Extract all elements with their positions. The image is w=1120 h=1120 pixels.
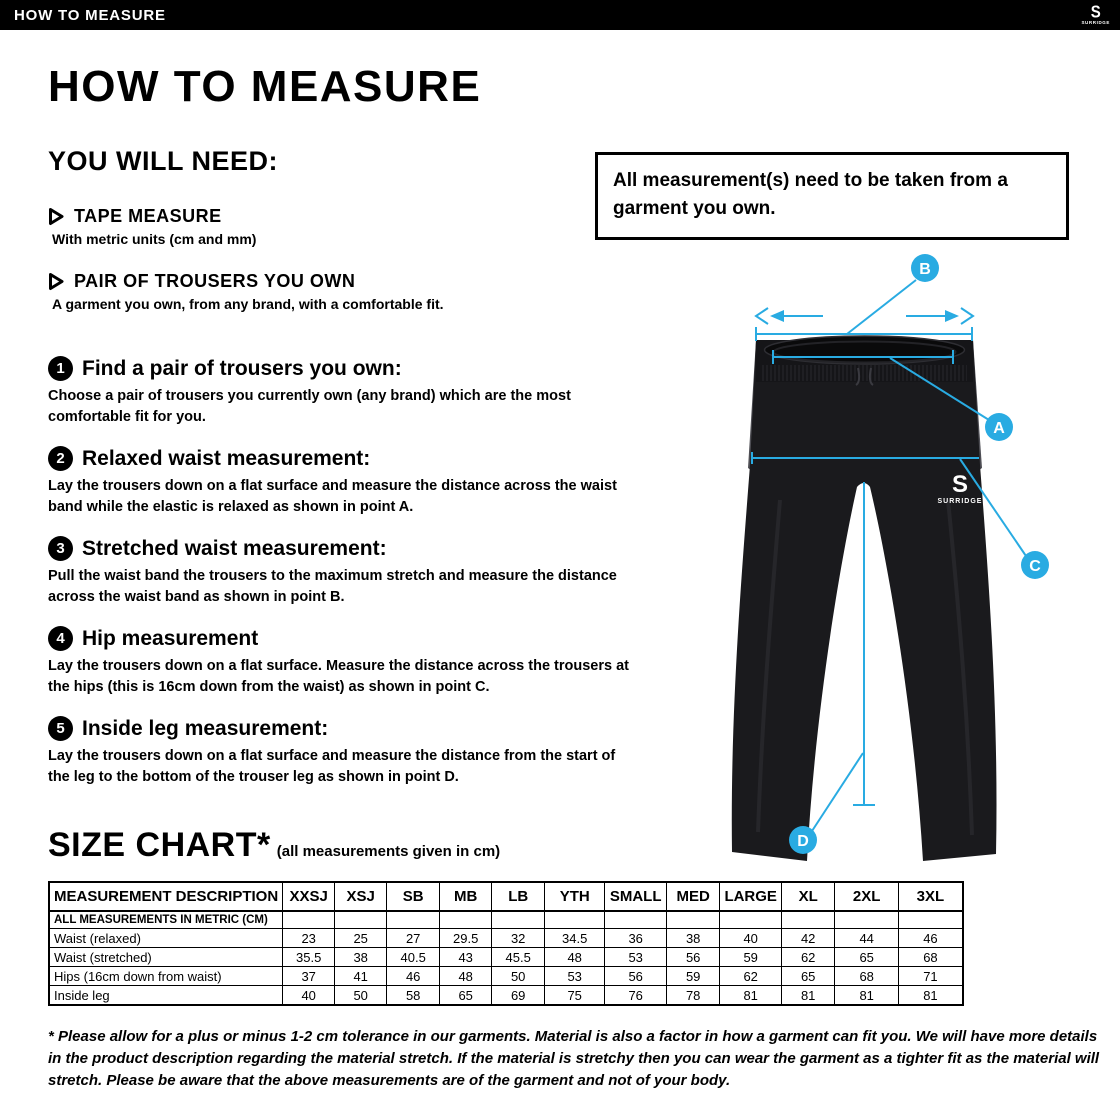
cell: 81: [835, 986, 899, 1006]
table-row: [49, 986, 963, 1006]
cell: 50: [335, 986, 387, 1006]
step-title: Stretched waist measurement:: [82, 536, 387, 560]
triangle-bullet-icon: [48, 272, 65, 291]
measurement-note-box: All measurement(s) need to be taken from a garment you own.: [595, 152, 1069, 240]
cell: 35.5: [283, 948, 335, 967]
size-chart-subtitle: (all measurements given in cm): [276, 843, 501, 860]
cell: 43: [440, 948, 492, 967]
cell: 78: [667, 986, 720, 1006]
svg-text:D: D: [797, 833, 809, 850]
empty-cell: [605, 911, 667, 929]
size-chart-title: SIZE CHART*: [48, 826, 271, 864]
cell: 36: [605, 929, 667, 948]
metric-note: ALL MEASUREMENTS IN METRIC (CM): [49, 911, 283, 929]
cell: 81: [782, 986, 835, 1006]
cell: 53: [605, 948, 667, 967]
col-header: MED: [667, 882, 720, 911]
col-header: 2XL: [835, 882, 899, 911]
cell: 71: [899, 967, 963, 986]
empty-cell: [667, 911, 720, 929]
step-title: Hip measurement: [82, 626, 259, 650]
metric-note-row: [49, 911, 963, 929]
svg-text:C: C: [1029, 558, 1041, 575]
cell: 56: [667, 948, 720, 967]
cell: 58: [387, 986, 440, 1006]
step-4: [48, 626, 648, 716]
cell: 48: [545, 948, 605, 967]
empty-cell: [545, 911, 605, 929]
cell: 75: [545, 986, 605, 1006]
cell: 62: [720, 967, 782, 986]
page-title: HOW TO MEASURE: [48, 62, 482, 111]
table-header-row: [49, 882, 963, 911]
need-item-tape-measure: [48, 206, 648, 247]
step-number-badge: 5: [48, 716, 73, 741]
step-description: Lay the trousers down on a flat surface and measure the distance across the waist band while the elastic is relaxed as shown in point A.: [48, 478, 617, 515]
row-label: Inside leg: [49, 986, 283, 1006]
step-1: [48, 356, 648, 446]
surridge-s-mark: S: [1090, 2, 1101, 23]
step-title: Relaxed waist measurement:: [82, 446, 371, 470]
empty-cell: [720, 911, 782, 929]
step-number-badge: 1: [48, 356, 73, 381]
cell: 68: [899, 948, 963, 967]
cell: 53: [545, 967, 605, 986]
col-header: XXSJ: [283, 882, 335, 911]
point-badge-C: [1021, 551, 1049, 579]
table-row: [49, 967, 963, 986]
size-chart-heading: [48, 826, 500, 865]
cell: 68: [835, 967, 899, 986]
col-header: LARGE: [720, 882, 782, 911]
cell: 81: [720, 986, 782, 1006]
col-header: MEASUREMENT DESCRIPTION: [49, 882, 283, 911]
tolerance-footnote: * Please allow for a plus or minus 1-2 cm tolerance in our garments. Material is also a factor in how a garment can fit you. We will have more details in the product description regarding the material stretch. If the material is stretchy then you can wear the garment as a tighter fit as the material will stretch. Please be aware that the above measurements are of the garment and not of your body.: [48, 1028, 1100, 1089]
step-description: Lay the trousers down on a flat surface. Measure the distance across the trousers at the hips (this is 16cm down from the waist) as shown in point C.: [48, 658, 629, 695]
step-description: Pull the waist band the trousers to the maximum stretch and measure the distance across the waist band as shown in point B.: [48, 568, 617, 605]
garment-s-mark: S: [951, 471, 969, 498]
cell: 65: [835, 948, 899, 967]
step-2: [48, 446, 648, 536]
point-badge-A: [985, 413, 1013, 441]
col-header: SB: [387, 882, 440, 911]
cell: 23: [283, 929, 335, 948]
garment-logo-text: SURRIDGE: [937, 498, 983, 505]
cell: 29.5: [440, 929, 492, 948]
cell: 45.5: [492, 948, 545, 967]
col-header: 3XL: [899, 882, 963, 911]
empty-cell: [387, 911, 440, 929]
empty-cell: [492, 911, 545, 929]
step-number-badge: 2: [48, 446, 73, 471]
surridge-logo-text: SURRIDGE: [1081, 19, 1110, 25]
empty-cell: [835, 911, 899, 929]
need-item-trousers: [48, 271, 648, 312]
surridge-logo-icon: [1081, 2, 1120, 26]
empty-cell: [440, 911, 492, 929]
svg-text:A: A: [993, 420, 1005, 437]
need-item-title: TAPE MEASURE: [74, 206, 222, 226]
cell: 38: [335, 948, 387, 967]
you-will-need-list: [48, 206, 648, 336]
row-label: Hips (16cm down from waist): [49, 967, 283, 986]
cell: 40: [720, 929, 782, 948]
cell: 69: [492, 986, 545, 1006]
cell: 81: [899, 986, 963, 1006]
cell: 50: [492, 967, 545, 986]
empty-cell: [283, 911, 335, 929]
step-description: Choose a pair of trousers you currently own (any brand) which are the most comfortable fit for you.: [48, 388, 571, 425]
cell: 46: [899, 929, 963, 948]
top-bar: [0, 0, 1120, 30]
table-row: [49, 948, 963, 967]
cell: 40: [283, 986, 335, 1006]
step-number-badge: 4: [48, 626, 73, 651]
step-5: [48, 716, 648, 806]
col-header: SMALL: [605, 882, 667, 911]
col-header: XSJ: [335, 882, 387, 911]
cell: 59: [720, 948, 782, 967]
cell: 40.5: [387, 948, 440, 967]
col-header: XL: [782, 882, 835, 911]
cell: 62: [782, 948, 835, 967]
point-badge-D: [789, 826, 817, 854]
trousers-measurement-diagram: [690, 240, 1120, 885]
top-bar-title: HOW TO MEASURE: [14, 6, 166, 24]
cell: 56: [605, 967, 667, 986]
step-description: Lay the trousers down on a flat surface and measure the distance from the start of the leg to the bottom of the trouser leg as shown in point D.: [48, 748, 616, 785]
cell: 37: [283, 967, 335, 986]
need-item-title: PAIR OF TROUSERS YOU OWN: [74, 271, 356, 291]
cell: 65: [782, 967, 835, 986]
cell: 32: [492, 929, 545, 948]
cell: 34.5: [545, 929, 605, 948]
empty-cell: [335, 911, 387, 929]
size-chart-table: [48, 881, 964, 1006]
cell: 76: [605, 986, 667, 1006]
measure-steps: [48, 356, 648, 806]
point-badge-B: [911, 254, 939, 282]
step-title: Find a pair of trousers you own:: [82, 356, 402, 380]
cell: 48: [440, 967, 492, 986]
you-will-need-heading: YOU WILL NEED:: [48, 146, 279, 176]
step-number-badge: 3: [48, 536, 73, 561]
row-label: Waist (stretched): [49, 948, 283, 967]
svg-text:B: B: [919, 261, 931, 278]
cell: 44: [835, 929, 899, 948]
cell: 41: [335, 967, 387, 986]
table-row: [49, 929, 963, 948]
empty-cell: [899, 911, 963, 929]
cell: 25: [335, 929, 387, 948]
cell: 59: [667, 967, 720, 986]
waist-opening: [765, 336, 965, 364]
cell: 42: [782, 929, 835, 948]
col-header: MB: [440, 882, 492, 911]
col-header: LB: [492, 882, 545, 911]
need-item-description: A garment you own, from any brand, with a comfortable fit.: [52, 296, 444, 312]
cell: 38: [667, 929, 720, 948]
cell: 65: [440, 986, 492, 1006]
cell: 46: [387, 967, 440, 986]
cell: 27: [387, 929, 440, 948]
step-3: [48, 536, 648, 626]
step-title: Inside leg measurement:: [82, 716, 329, 740]
need-item-description: With metric units (cm and mm): [52, 231, 257, 247]
col-header: YTH: [545, 882, 605, 911]
row-label: Waist (relaxed): [49, 929, 283, 948]
triangle-bullet-icon: [48, 207, 65, 226]
empty-cell: [782, 911, 835, 929]
